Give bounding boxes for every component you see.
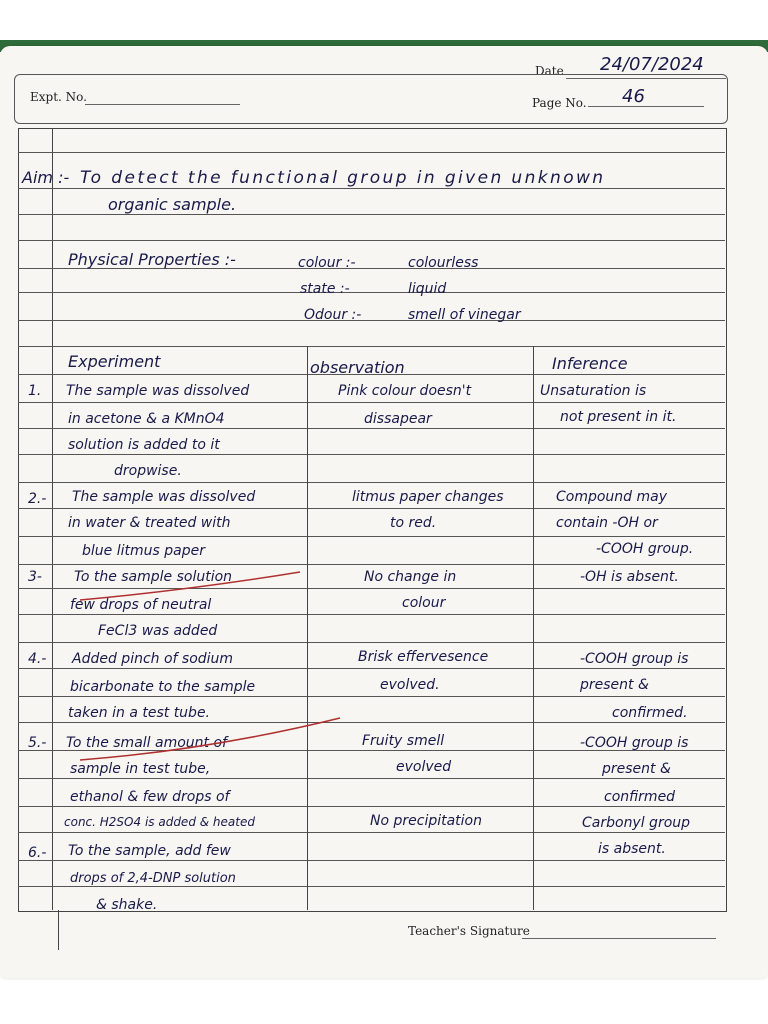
table-header-observation: observation bbox=[310, 358, 405, 377]
experiment-line: sample in test tube, bbox=[70, 761, 211, 777]
observation-line: Brisk effervesence bbox=[358, 649, 489, 665]
ruled-line bbox=[18, 696, 725, 697]
experiment-line: solution is added to it bbox=[68, 437, 220, 453]
observation-line: No change in bbox=[364, 569, 457, 585]
ruled-line bbox=[18, 832, 725, 833]
ruled-line bbox=[18, 320, 725, 321]
ruled-line bbox=[18, 536, 725, 537]
header-box bbox=[14, 74, 728, 124]
teachers-signature-line bbox=[522, 938, 716, 939]
inference-line: -COOH group is bbox=[580, 651, 689, 667]
experiment-line: To the small amount of bbox=[66, 735, 227, 751]
table-header-experiment: Experiment bbox=[68, 352, 161, 371]
row-number: 1. bbox=[28, 383, 42, 399]
ruled-line bbox=[18, 428, 725, 429]
ruled-line bbox=[18, 860, 725, 861]
observation-line: Pink colour doesn't bbox=[338, 383, 472, 399]
ruled-line bbox=[18, 886, 725, 887]
observation-line: evolved. bbox=[380, 677, 440, 693]
inference-line: present & bbox=[580, 677, 649, 693]
row-number: 6.- bbox=[28, 845, 47, 861]
ruled-line bbox=[18, 454, 725, 455]
inference-line: confirmed. bbox=[612, 705, 688, 721]
observation-line: dissapear bbox=[364, 411, 432, 427]
experiment-line: blue litmus paper bbox=[82, 543, 205, 559]
date-label: Date bbox=[535, 64, 564, 78]
red-check-mark bbox=[70, 710, 350, 770]
aim-text-line1: To detect the functional group in given unknown bbox=[80, 168, 606, 188]
physical-properties-label: Physical Properties :- bbox=[68, 250, 236, 269]
property-key-odour: Odour :- bbox=[304, 307, 362, 323]
inference-line: not present in it. bbox=[560, 409, 677, 425]
observation-line: litmus paper changes bbox=[352, 489, 504, 505]
experiment-line: drops of 2,4-DNP solution bbox=[70, 871, 236, 886]
page-no-value: 46 bbox=[622, 86, 645, 107]
ruled-line bbox=[18, 402, 725, 403]
ruled-line bbox=[18, 668, 725, 669]
experiment-line: conc. H2SO4 is added & heated bbox=[64, 815, 255, 829]
property-value-odour: smell of vinegar bbox=[408, 307, 521, 323]
property-value-state: liquid bbox=[408, 281, 447, 297]
property-key-colour: colour :- bbox=[298, 255, 356, 271]
ruled-line bbox=[18, 346, 725, 347]
left-outer-margin bbox=[58, 910, 59, 950]
ruled-line bbox=[18, 482, 725, 483]
margin-line bbox=[52, 128, 53, 910]
observation-line: No precipitation bbox=[370, 813, 482, 829]
experiment-line: ethanol & few drops of bbox=[70, 789, 230, 805]
ruled-line bbox=[18, 240, 725, 241]
inference-line: -COOH group is bbox=[580, 735, 689, 751]
observation-line: colour bbox=[402, 595, 446, 611]
ruled-line bbox=[18, 292, 725, 293]
ruled-line bbox=[18, 806, 725, 807]
inference-line: -COOH group. bbox=[596, 541, 694, 557]
experiment-line: Added pinch of sodium bbox=[72, 651, 234, 667]
experiment-line: bicarbonate to the sample bbox=[70, 679, 256, 695]
row-number: 4.- bbox=[28, 651, 47, 667]
inference-line: Unsaturation is bbox=[540, 383, 647, 399]
inference-line: is absent. bbox=[598, 841, 666, 857]
experiment-line: in water & treated with bbox=[68, 515, 231, 531]
ruled-line bbox=[18, 508, 725, 509]
teachers-signature-label: Teacher's Signature bbox=[408, 924, 530, 938]
page-no-line bbox=[588, 106, 704, 107]
red-check-mark bbox=[70, 560, 310, 613]
ruled-line bbox=[18, 642, 725, 643]
experiment-line: To the sample solution bbox=[74, 569, 233, 585]
inference-line: present & bbox=[602, 761, 671, 777]
property-value-colour: colourless bbox=[408, 255, 479, 271]
experiment-line: in acetone & a KMnO4 bbox=[68, 411, 225, 427]
ruled-line bbox=[18, 188, 725, 189]
inference-line: Carbonyl group bbox=[582, 815, 691, 831]
experiment-line: To the sample, add few bbox=[68, 843, 231, 859]
observation-line: Fruity smell bbox=[362, 733, 445, 749]
expt-no-line bbox=[85, 104, 240, 105]
page-no-label: Page No. bbox=[532, 96, 587, 110]
row-number: 2.- bbox=[28, 491, 47, 507]
inference-line: confirmed bbox=[604, 789, 676, 805]
experiment-line: few drops of neutral bbox=[70, 597, 212, 613]
experiment-line: dropwise. bbox=[114, 463, 182, 479]
experiment-line: FeCl3 was added bbox=[98, 623, 218, 639]
row-number: 3- bbox=[28, 569, 42, 585]
observation-line: to red. bbox=[390, 515, 437, 531]
ruled-line bbox=[18, 152, 725, 153]
property-key-state: state :- bbox=[300, 281, 350, 297]
table-header-inference: Inference bbox=[552, 354, 628, 373]
experiment-line: The sample was dissolved bbox=[66, 383, 250, 399]
inference-line: Compound may bbox=[556, 489, 668, 505]
aim-text-line2: organic sample. bbox=[108, 195, 237, 214]
aim-label: Aim :- bbox=[22, 168, 70, 187]
ruled-line bbox=[18, 778, 725, 779]
expt-no-label: Expt. No. bbox=[30, 90, 87, 104]
experiment-line: taken in a test tube. bbox=[68, 705, 211, 721]
experiment-line: & shake. bbox=[96, 897, 158, 913]
column-divider-inference bbox=[533, 346, 534, 910]
inference-line: contain -OH or bbox=[556, 515, 658, 531]
column-divider-observation bbox=[307, 346, 308, 910]
row-number: 5.- bbox=[28, 735, 47, 751]
inference-line: -OH is absent. bbox=[580, 569, 679, 585]
ruled-line bbox=[18, 214, 725, 215]
observation-line: evolved bbox=[396, 759, 452, 775]
experiment-line: The sample was dissolved bbox=[72, 489, 256, 505]
ruled-line bbox=[18, 614, 725, 615]
date-value: 24/07/2024 bbox=[600, 54, 704, 75]
